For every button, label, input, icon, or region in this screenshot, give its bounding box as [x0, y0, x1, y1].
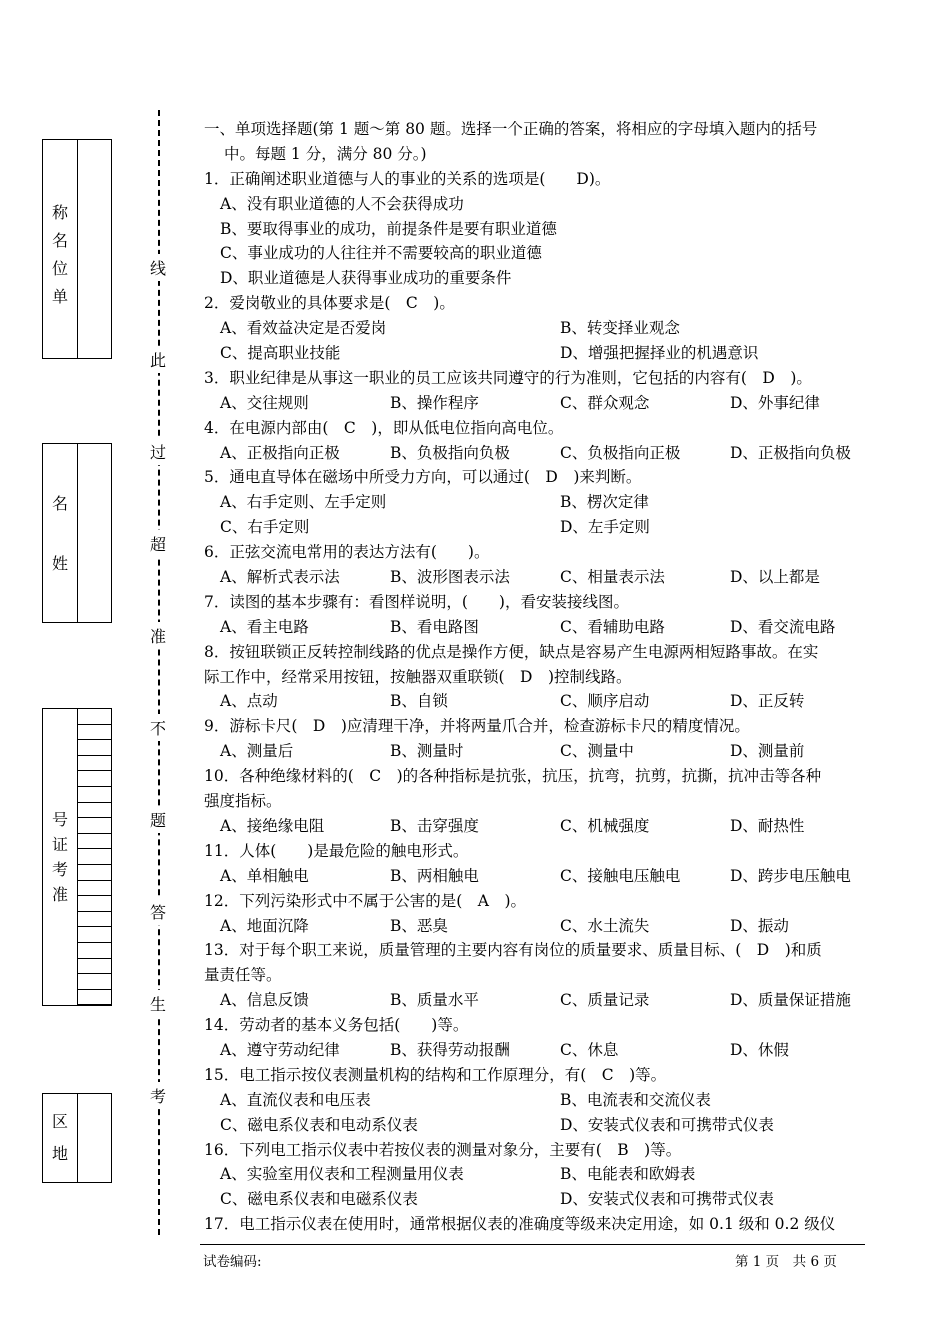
cut-line-char: 超	[150, 530, 166, 557]
option: B、自锁	[390, 692, 448, 711]
question-stem: 15．电工指示按仪表测量机构的结构和工作原理分，有( C )等。	[204, 1065, 667, 1084]
option: C、群众观念	[560, 393, 650, 412]
option-row	[200, 739, 865, 764]
exam-id-grid	[77, 709, 111, 1005]
option: D、以上都是	[730, 568, 820, 587]
question-stem: 3．职业纪律是从事这一职业的员工应该共同遵守的行为准则，它包括的内容有( D )。	[204, 368, 812, 387]
option: C、休息	[560, 1040, 619, 1059]
option-row	[200, 689, 865, 714]
option: D、安装式仪表和可携带式仪表	[560, 1115, 774, 1134]
option: B、转变择业观念	[560, 319, 680, 338]
option: C、相量表示法	[560, 568, 665, 587]
option: B、两相触电	[390, 866, 479, 885]
option: B、波形图表示法	[390, 568, 510, 587]
option: B、恶臭	[390, 916, 448, 935]
option: D、质量保证措施	[730, 991, 851, 1010]
option: C、顺序启动	[560, 692, 650, 711]
option-row	[200, 391, 865, 416]
option: B、击穿强度	[390, 816, 479, 835]
option: A、正极指向正极	[220, 443, 340, 462]
option: D、外事纪律	[730, 393, 820, 412]
cut-line-char: 题	[150, 806, 166, 833]
option: A、直流仪表和电压表	[220, 1090, 371, 1109]
option: B、楞次定律	[560, 493, 649, 512]
question-stem-cont: 际工作中，经常采用按钮，按触器双重联锁( D )控制线路。	[204, 667, 632, 686]
option: A、看主电路	[220, 617, 309, 636]
option: A、没有职业道德的人不会获得成功	[220, 194, 464, 213]
option: C、磁电系仪表和电动系仪表	[220, 1115, 418, 1134]
question-stem: 6．正弦交流电常用的表达方法有( )。	[204, 543, 490, 562]
option-row	[200, 241, 865, 266]
exam-id-label: 号 证 考 准	[51, 810, 68, 904]
option: D、正反转	[730, 692, 805, 711]
cut-line-char: 此	[150, 346, 166, 373]
exam-content	[200, 117, 865, 1237]
option-row	[200, 515, 865, 540]
option-row	[200, 565, 865, 590]
option: D、安装式仪表和可携带式仪表	[560, 1190, 774, 1209]
option-row	[200, 490, 865, 515]
cut-line-char: 不	[150, 714, 166, 741]
question-stem: 12．下列污染形式中不属于公害的是( A )。	[204, 891, 527, 910]
question-stem: 10．各种绝缘材料的( C )的各种指标是抗张，抗压，抗弯，抗剪，抗撕，抗冲击等各种	[204, 767, 822, 786]
option: A、看效益决定是否爱岗	[220, 319, 387, 338]
option: A、解析式表示法	[220, 568, 340, 587]
option: D、左手定则	[560, 518, 650, 537]
question-stem: 8．按钮联锁正反转控制线路的优点是操作方便，缺点是容易产生电源两相短路事故。在实	[204, 642, 819, 661]
option: C、磁电系仪表和电磁系仪表	[220, 1190, 418, 1209]
option: B、操作程序	[390, 393, 479, 412]
option-row	[200, 217, 865, 242]
option: C、负极指向正极	[560, 443, 681, 462]
option-row	[200, 914, 865, 939]
question-stem: 14．劳动者的基本义务包括( )等。	[204, 1016, 469, 1035]
option: B、测量时	[390, 742, 464, 761]
option-row	[200, 988, 865, 1013]
option: B、质量水平	[390, 991, 479, 1010]
page-number: 第 1 页 共 6 页	[735, 1254, 837, 1270]
option-row	[200, 1038, 865, 1063]
region-box	[42, 1093, 112, 1183]
cut-line-char: 答	[150, 898, 166, 925]
option-row	[200, 1187, 865, 1212]
question-stem: 4．在电源内部由( C )，即从低电位指向高电位。	[204, 418, 564, 437]
unit-label: 称 名 位 单	[51, 203, 68, 306]
option-row	[200, 316, 865, 341]
cut-line-char: 准	[150, 622, 166, 649]
option: A、右手定则、左手定则	[220, 493, 387, 512]
option: D、测量前	[730, 742, 805, 761]
question-stem-cont: 量责任等。	[204, 966, 282, 985]
option: A、地面沉降	[220, 916, 309, 935]
option-row	[200, 341, 865, 366]
option: D、跨步电压触电	[730, 866, 851, 885]
option-row	[200, 615, 865, 640]
option: D、增强把握择业的机遇意识	[560, 344, 759, 363]
option-row	[200, 1162, 865, 1187]
option: D、职业道德是人获得事业成功的重要条件	[220, 269, 512, 288]
option: C、测量中	[560, 742, 634, 761]
option-row	[200, 266, 865, 291]
option: C、看辅助电路	[560, 617, 665, 636]
option: C、水土流失	[560, 916, 650, 935]
option: B、负极指向负极	[390, 443, 510, 462]
option: C、右手定则	[220, 518, 310, 537]
question-stem: 1．正确阐述职业道德与人的事业的关系的选项是( D)。	[204, 169, 611, 188]
option-row	[200, 814, 865, 839]
option: A、遵守劳动纪律	[220, 1040, 340, 1059]
option: A、接绝缘电阻	[220, 816, 325, 835]
option: C、提高职业技能	[220, 344, 341, 363]
name-box	[42, 443, 112, 623]
cut-line-char: 线	[150, 254, 166, 281]
option: B、获得劳动报酬	[390, 1040, 510, 1059]
section-heading-cont: 中。每题 1 分，满分 80 分。)	[224, 144, 427, 163]
option-row	[200, 441, 865, 466]
exam-id-box	[42, 708, 112, 1006]
question-stem: 11．人体( )是最危险的触电形式。	[204, 841, 469, 860]
unit-box	[42, 139, 112, 359]
name-label: 名 姓	[51, 494, 68, 573]
option: A、交往规则	[220, 393, 309, 412]
option: B、看电路图	[390, 617, 479, 636]
option-row	[200, 192, 865, 217]
region-label: 区 地	[51, 1112, 68, 1163]
exam-code-label: 试卷编码:	[203, 1254, 262, 1270]
option: A、点动	[220, 692, 278, 711]
cut-line-char: 过	[150, 438, 166, 465]
option-row	[200, 864, 865, 889]
option: A、实验室用仪表和工程测量用仪表	[220, 1165, 464, 1184]
option: D、正极指向负极	[730, 443, 851, 462]
option: C、质量记录	[560, 991, 650, 1010]
option: D、休假	[730, 1040, 789, 1059]
option: C、机械强度	[560, 816, 650, 835]
option-row	[200, 1088, 865, 1113]
option: D、振动	[730, 916, 789, 935]
cut-line-char: 考	[150, 1082, 166, 1109]
question-stem: 13．对于每个职工来说，质量管理的主要内容有岗位的质量要求、质量目标、( D )和质	[204, 941, 822, 960]
option: D、看交流电路	[730, 617, 836, 636]
option: D、耐热性	[730, 816, 805, 835]
section-heading: 一、单项选择题(第 1 题～第 80 题。选择一个正确的答案，将相应的字母填入题内的括号	[204, 120, 818, 138]
cut-line-char: 生	[150, 990, 166, 1017]
option: A、测量后	[220, 742, 294, 761]
option: C、事业成功的人往往并不需要较高的职业道德	[220, 244, 542, 263]
question-stem: 2．爱岗敬业的具体要求是( C )。	[204, 294, 455, 313]
question-stem: 7．读图的基本步骤有：看图样说明，( )，看安装接线图。	[204, 592, 629, 611]
option: B、电流表和交流仪表	[560, 1090, 711, 1109]
question-list	[200, 167, 865, 1237]
option: C、接触电压触电	[560, 866, 681, 885]
footer-rule	[200, 1244, 865, 1245]
option-row	[200, 1113, 865, 1138]
question-stem: 5．通电直导体在磁场中所受力方向，可以通过( D )来判断。	[204, 468, 642, 487]
option: B、电能表和欧姆表	[560, 1165, 696, 1184]
option: A、单相触电	[220, 866, 309, 885]
option: A、信息反馈	[220, 991, 309, 1010]
question-stem: 9．游标卡尺( D )应清理干净，并将两量爪合并，检查游标卡尺的精度情况。	[204, 717, 750, 736]
question-stem: 16．下列电工指示仪表中若按仪表的测量对象分，主要有( B )等。	[204, 1140, 682, 1159]
option: B、要取得事业的成功，前提条件是要有职业道德	[220, 219, 557, 238]
question-stem: 17．电工指示仪表在使用时，通常根据仪表的准确度等级来决定用途，如 0.1 级和 0.2 级仪	[204, 1215, 836, 1234]
question-stem-cont: 强度指标。	[204, 792, 282, 811]
